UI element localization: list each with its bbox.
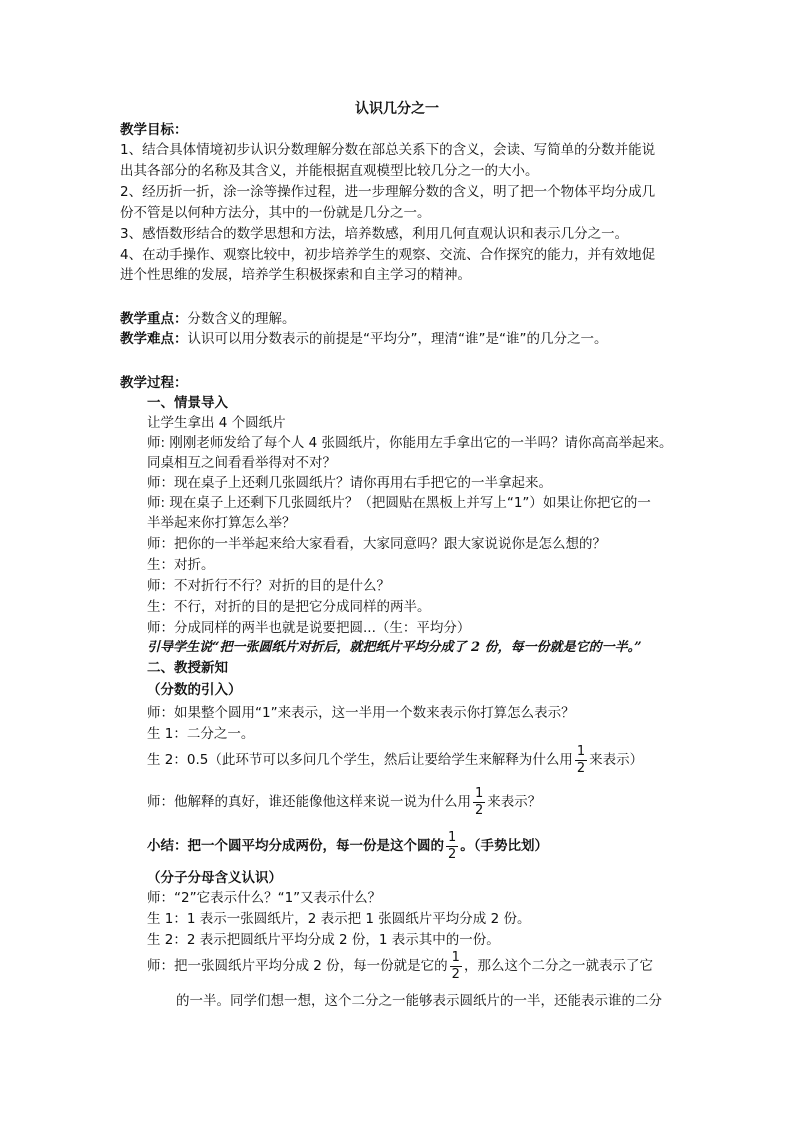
s1-line-9: 师：不对折行不行？对折的目的是什么？ <box>147 578 390 594</box>
fraction-numerator: 1 <box>475 785 484 801</box>
s1-line-5: 师: 现在桌子上还剩下几张圆纸片？（把圆贴在黑板上并写上“1”）如果让你把它的一 <box>147 495 651 511</box>
s2-line-2: 生 1：二分之一。 <box>147 726 255 742</box>
s2-line-4-tail: 来表示？ <box>487 794 542 810</box>
summary-line <box>147 830 548 862</box>
s1-line-4: 师：现在桌子上还剩几张圆纸片？请你再用右手把它的一半拿起来。 <box>147 475 552 491</box>
s1-line-11: 师：分成同样的两半也就是说要把圆...（生：平均分） <box>147 620 471 636</box>
fraction-one-half <box>446 831 458 862</box>
goal-line-6: 4、在动手操作、观察比较中，初步培养学生的观察、交流、合作探究的能力，并有效地促 <box>120 247 656 263</box>
s3-line-2: 生 1：1 表示一张圆纸片，2 表示把 1 张圆纸片平均分成 2 份。 <box>147 911 531 927</box>
s3-line-4-text: 师：把一张圆纸片平均分成 2 份，每一份就是它的 <box>147 958 448 974</box>
s2-line-3-tail: 来表示） <box>589 752 644 768</box>
s2-line-4 <box>147 786 541 818</box>
sub-heading-numerator-denominator: （分子分母含义认识） <box>147 870 282 886</box>
difficulty-label: 教学难点： <box>120 331 188 347</box>
summary-text: 小结：把一个圆平均分成两份，每一份是这个圆的 <box>147 838 444 854</box>
fraction-numerator: 1 <box>448 829 457 845</box>
difficulty-text: 认识可以用分数表示的前提是“平均分”，理清“谁”是“谁”的几分之一。 <box>187 331 608 347</box>
key-point <box>120 310 296 328</box>
goal-line-4: 份不管是以何种方法分，其中的一份就是几分之一。 <box>120 205 431 221</box>
s2-line-4-text: 师：他解释的真好，谁还能像他这样来说一说为什么用 <box>147 794 471 810</box>
goals-heading: 教学目标： <box>120 122 188 138</box>
s1-line-6: 半举起来你打算怎么举？ <box>147 515 296 531</box>
goal-line-3: 2、经历折一折，涂一涂等操作过程，进一步理解分数的含义，明了把一个物体平均分成几 <box>120 184 656 200</box>
goal-line-7: 进个性思维的发展，培养学生积极探索和自主学习的精神。 <box>120 267 471 283</box>
document-title: 认识几分之一 <box>355 101 439 117</box>
fraction-denominator: 2 <box>451 966 460 982</box>
s1-line-2: 师: 刚刚老师发给了每个人 4 张圆纸片，你能用左手拿出它的一半吗？请你高高举起来。 <box>147 435 673 451</box>
key-point-label: 教学重点： <box>120 311 188 327</box>
s2-line-3 <box>147 744 643 776</box>
s3-line-5: 的一半。同学们想一想，这个二分之一能够表示圆纸片的一半，还能表示谁的二分 <box>176 993 662 1009</box>
summary-tail: 。（手势比划） <box>460 838 549 854</box>
fraction-denominator: 2 <box>448 846 457 862</box>
goal-line-2: 出其各部分的名称及其含义，并能根据直观模型比较几分之一的大小。 <box>120 163 539 179</box>
fraction-one-half <box>450 951 462 982</box>
s1-line-3: 同桌相互之间看看举得对不对？ <box>147 455 336 471</box>
s2-line-3-text: 生 2：0.5（此环节可以多问几个学生，然后让要给学生来解释为什么用 <box>147 752 573 768</box>
s1-line-8: 生：对折。 <box>147 557 215 573</box>
section-1-heading: 一、情景导入 <box>147 395 228 411</box>
fraction-denominator: 2 <box>475 802 484 818</box>
fraction-numerator: 1 <box>451 949 460 965</box>
fraction-one-half <box>473 787 485 818</box>
key-point-text: 分数含义的理解。 <box>187 311 296 327</box>
s3-line-4 <box>147 950 653 982</box>
fraction-one-half <box>575 745 587 776</box>
goal-line-1: 1、结合具体情境初步认识分数理解分数在部总关系下的含义，会读、写简单的分数并能说 <box>120 142 656 158</box>
s1-line-1: 让学生拿出 4 个圆纸片 <box>147 415 286 431</box>
sub-heading-fraction-intro: （分数的引入） <box>147 682 242 698</box>
s1-line-7: 师：把你的一半举起来给大家看看，大家同意吗？跟大家说说你是怎么想的？ <box>147 536 606 552</box>
process-heading: 教学过程： <box>120 375 188 391</box>
section-2-heading: 二、教授新知 <box>147 660 228 676</box>
fraction-numerator: 1 <box>576 743 586 759</box>
s3-line-3: 生 2：2 表示把圆纸片平均分成 2 份，1 表示其中的一份。 <box>147 932 500 948</box>
s3-line-4-tail: ，那么这个二分之一就表示了它 <box>463 958 653 974</box>
guidance-note: 引导学生说“把一张圆纸片对折后，就把纸片平均分成了 2 份，每一份就是它的一半。” <box>147 640 642 655</box>
difficulty <box>120 330 607 348</box>
s3-line-1: 师：“2”它表示什么？“1”又表示什么？ <box>147 890 382 906</box>
s2-line-1: 师：如果整个圆用“1”来表示，这一半用一个数来表示你打算怎么表示？ <box>147 705 575 721</box>
goal-line-5: 3、感悟数形结合的数学思想和方法，培养数感，利用几何直观认识和表示几分之一。 <box>120 226 629 242</box>
s1-line-10: 生：不行，对折的目的是把它分成同样的两半。 <box>147 599 431 615</box>
fraction-denominator: 2 <box>576 760 586 776</box>
